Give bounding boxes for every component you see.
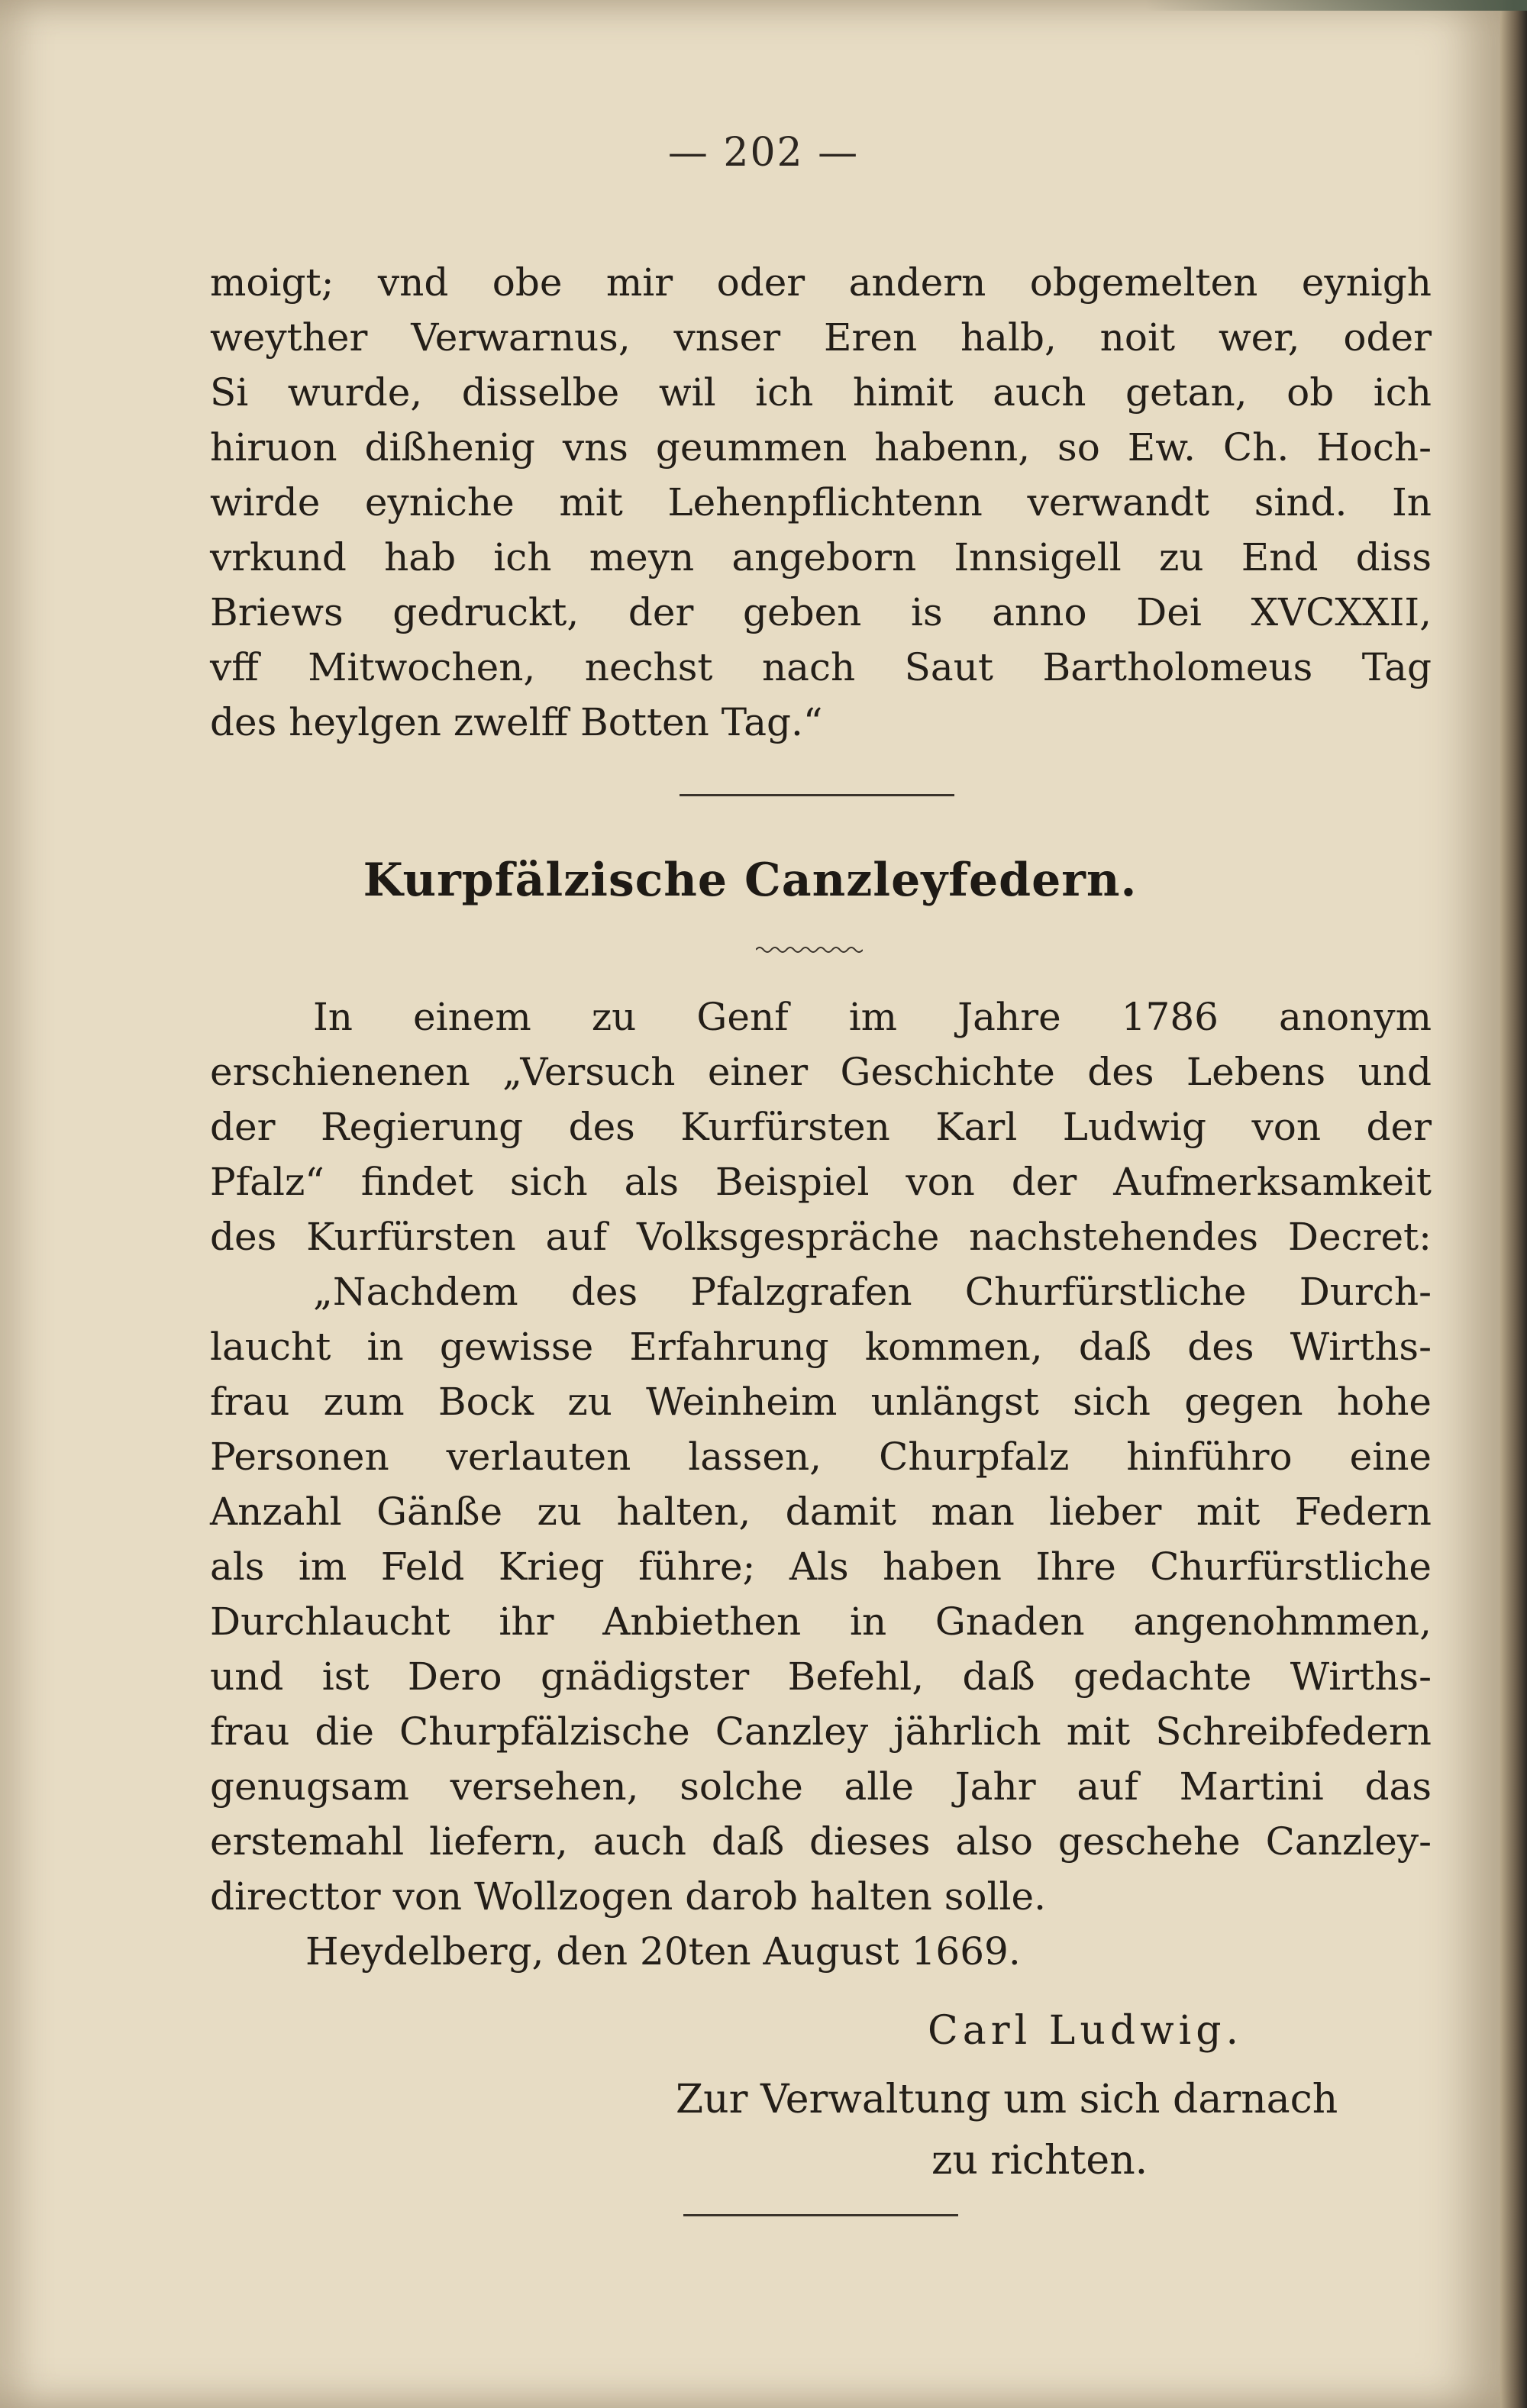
page-edge	[1500, 0, 1527, 2408]
signature-note: Zur Verwaltung um sich darnach	[676, 2077, 1338, 2122]
text-line: erschienenen „Versuch einer Geschichte des Lebens und	[210, 1050, 1432, 1094]
text-line: und ist Dero gnädigster Befehl, daß gedachte Wirths-	[210, 1654, 1432, 1699]
text-line: „Nachdem des Pfalzgrafen Churfürstliche Durch-	[313, 1270, 1432, 1314]
text-line: wirde eyniche mit Lehenpflichtenn verwandt sind. In	[210, 480, 1432, 525]
section-heading: Kurpfälzische Canzleyfedern.	[363, 854, 1138, 907]
text-line: frau zum Bock zu Weinheim unlängst sich gegen hohe	[210, 1380, 1432, 1424]
closing-divider	[683, 2214, 958, 2216]
text-line: des heylgen zwelff Botten Tag.“	[210, 700, 823, 744]
section-divider	[680, 794, 954, 796]
text-line: Personen verlauten lassen, Churpfalz hinführo eine	[210, 1435, 1432, 1479]
text-line: vff Mitwochen, nechst nach Saut Bartholomeus Tag	[210, 645, 1432, 689]
text-line: Durchlaucht ihr Anbiethen in Gnaden angenohmmen,	[210, 1599, 1432, 1644]
page-number: — 202 —	[667, 130, 860, 176]
text-line: frau die Churpfälzische Canzley jährlich mit Schreibfedern	[210, 1709, 1432, 1754]
text-line: Si wurde, disselbe wil ich himit auch getan, ob ich	[210, 370, 1432, 415]
top-edge-strip	[1145, 0, 1527, 11]
text-line: directtor von Wollzogen darob halten solle.	[210, 1874, 1046, 1919]
text-line: weyther Verwarnus, vnser Eren halb, noit wer, oder	[210, 315, 1432, 360]
text-line: erstemahl liefern, auch daß dieses also geschehe Canzley-	[210, 1819, 1432, 1864]
text-line: vrkund hab ich meyn angeborn Innsigell zu End diss	[210, 535, 1432, 579]
text-line: der Regierung des Kurfürsten Karl Ludwig von der	[210, 1105, 1432, 1149]
text-line: als im Feld Krieg führe; Als haben Ihre Churfürstliche	[210, 1545, 1432, 1589]
text-line: Briews gedruckt, der geben is anno Dei XVCXXII,	[210, 590, 1432, 634]
text-line: moigt; vnd obe mir oder andern obgemelten eynigh	[210, 260, 1432, 305]
text-line: Pfalz“ findet sich als Beispiel von der Aufmerksamkeit	[210, 1160, 1432, 1204]
signature-note: zu richten.	[931, 2138, 1148, 2184]
text-line: Anzahl Gänße zu halten, damit man lieber mit Federn	[210, 1490, 1432, 1534]
text-line: des Kurfürsten auf Volksgespräche nachstehendes Decret:	[210, 1215, 1432, 1259]
text-line: laucht in gewisse Erfahrung kommen, daß des Wirths-	[210, 1325, 1432, 1369]
date-line: Heydelberg, den 20ten August 1669.	[305, 1929, 1021, 1974]
ornament-squiggle	[756, 945, 863, 954]
text-line: genugsam versehen, solche alle Jahr auf Martini das	[210, 1764, 1432, 1809]
text-line: hiruon dißhenig vns geummen habenn, so Ew. Ch. Hoch-	[210, 425, 1432, 470]
text-line: In einem zu Genf im Jahre 1786 anonym	[313, 995, 1432, 1039]
signature-name: Carl Ludwig.	[928, 2008, 1244, 2054]
